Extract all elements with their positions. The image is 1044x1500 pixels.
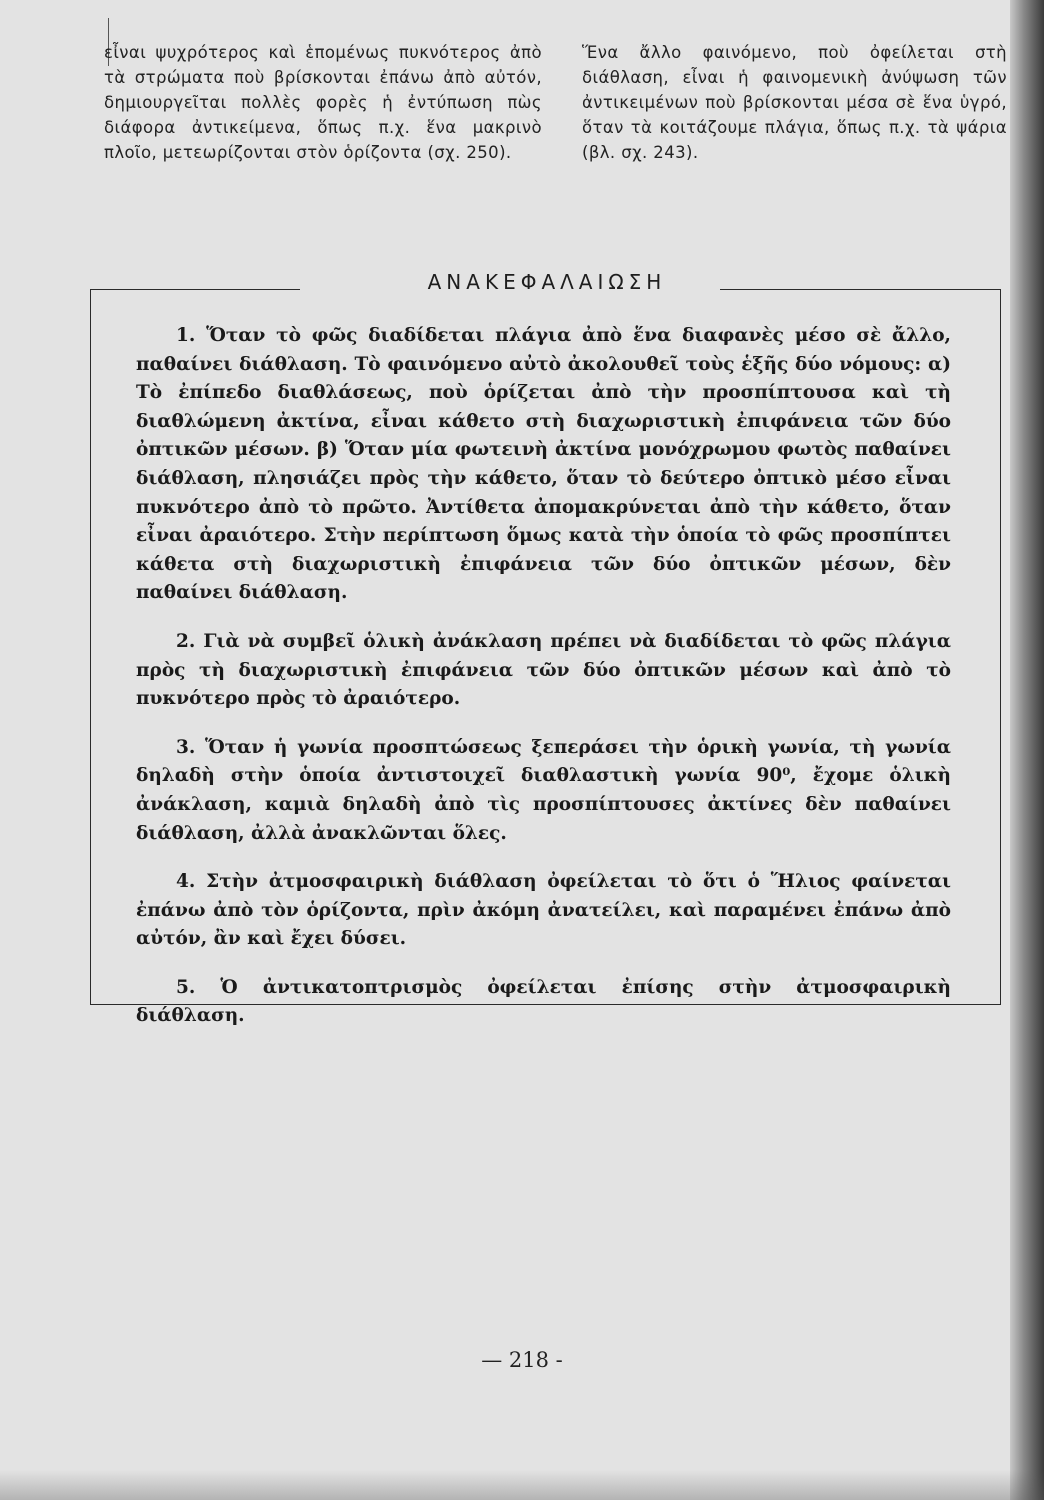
summary-title-row [90, 267, 1004, 297]
right-column-text: Ἕνα ἄλλο φαινόμενο, ποὺ ὀφείλεται στὴ διάθλαση, εἶναι ἡ φαινομενικὴ ἀνύψωση τῶν ἀντικειμένων ποὺ βρίσκονται μέσα σὲ ἕνα ὑγρό, ὅταν τὰ κοιτάζουμε πλάγια, ὅπως π.χ. τὰ ψάρια (βλ. σχ. 243). [582, 43, 1007, 162]
summary-item-4: 4. Στὴν ἀτμοσφαιρικὴ διάθλαση ὀφείλεται τὸ ὅτι ὁ Ἥλιος φαίνεται ἐπάνω ἀπὸ τὸν ὁρίζοντα, πρὶν ἀκόμη ἀνατείλει, καὶ παραμένει ἐπάνω ἀπὸ αὐτόν, ἂν καὶ ἔχει δύσει. [136, 871, 951, 950]
summary-list [136, 322, 951, 1051]
page-number: — 218 - [481, 1348, 563, 1372]
summary-item-3: 3. Ὅταν ἡ γωνία προσπτώσεως ξεπεράσει τὴν ὁρικὴ γωνία, τὴ γωνία δηλαδὴ στὴν ὁποία ἀντιστοιχεῖ διαθλαστικὴ γωνία 90⁰, ἔχομε ὁλικὴ ἀνάκλαση, καμιὰ δηλαδὴ ἀπὸ τὶς προσπίπτουσες ἀκτίνες δὲν παθαίνει διάθλαση, ἀλλὰ ἀνακλῶνται ὅλες. [136, 736, 951, 844]
summary-item-2: 2. Γιὰ νὰ συμβεῖ ὁλικὴ ἀνάκλαση πρέπει νὰ διαδίδεται τὸ φῶς πλάγια πρὸς τὴ διαχωριστικὴ ἐπιφάνεια τῶν δύο ὀπτικῶν μέσων καὶ ἀπὸ τὸ πυκνότερο πρὸς τὸ ἀραιότερο. [136, 630, 951, 710]
summary-item-1: 1. Ὅταν τὸ φῶς διαδίδεται πλάγια ἀπὸ ἕνα διαφανὲς μέσο σὲ ἄλλο, παθαίνει διάθλαση. Τὸ φαινόμενο αὐτὸ ἀκολουθεῖ τοὺς ἑξῆς δύο νόμους: α) Τὸ ἐπίπεδο διαθλάσεως, ποὺ ὁρίζεται ἀπὸ τὴν προσπίπτουσα καὶ τὴ διαθλώμενη ἀκτίνα, εἶναι κάθετο στὴ διαχωριστικὴ ἐπιφάνεια τῶν δύο ὀπτικῶν μέσων. β) Ὅταν μία φωτεινὴ ἀκτίνα μονόχρωμου φωτὸς παθαίνει διάθλαση, πλησιάζει πρὸς τὴν κάθετο, ὅταν τὸ δεύτερο ὀπτικὸ μέσο εἶναι πυκνότερο ἀπὸ τὸ πρῶτο. Ἀντίθετα ἀπομακρύνεται ἀπὸ τὴν κάθετο, ὅταν εἶναι ἀραιότερο. Στὴν περίπτωση ὅμως κατὰ τὴν ὁποία τὸ φῶς προσπίπτει κάθετα στὴ διαχωριστικὴ ἐπιφάνεια τῶν δύο ὀπτικῶν μέσων, δὲν παθαίνει διάθλαση. [136, 325, 951, 604]
summary-item-5: 5. Ὁ ἀντικατοπτρισμὸς ὀφείλεται ἐπίσης στὴν ἀτμοσφαιρικὴ διάθλαση. [136, 976, 951, 1027]
binding-shadow [1010, 0, 1044, 1500]
left-column-text: εἶναι ψυχρότερος καὶ ἑπομένως πυκνότερος ἀπὸ τὰ στρώματα ποὺ βρίσκονται ἐπάνω ἀπὸ αὐτόν, δημιουργεῖται πολλὲς φορὲς ἡ ἐντύπωση πὼς διάφορα ἀντικείμενα, ὅπως π.χ. ἕνα μακρινὸ πλοῖο, μετεωρίζονται στὸν ὁρίζοντα (σχ. 250). [104, 43, 542, 162]
bottom-edge-shadow [0, 1470, 1044, 1500]
summary-title: ΑΝΑΚΕΦΑΛΑΙΩΣΗ [427, 270, 667, 294]
